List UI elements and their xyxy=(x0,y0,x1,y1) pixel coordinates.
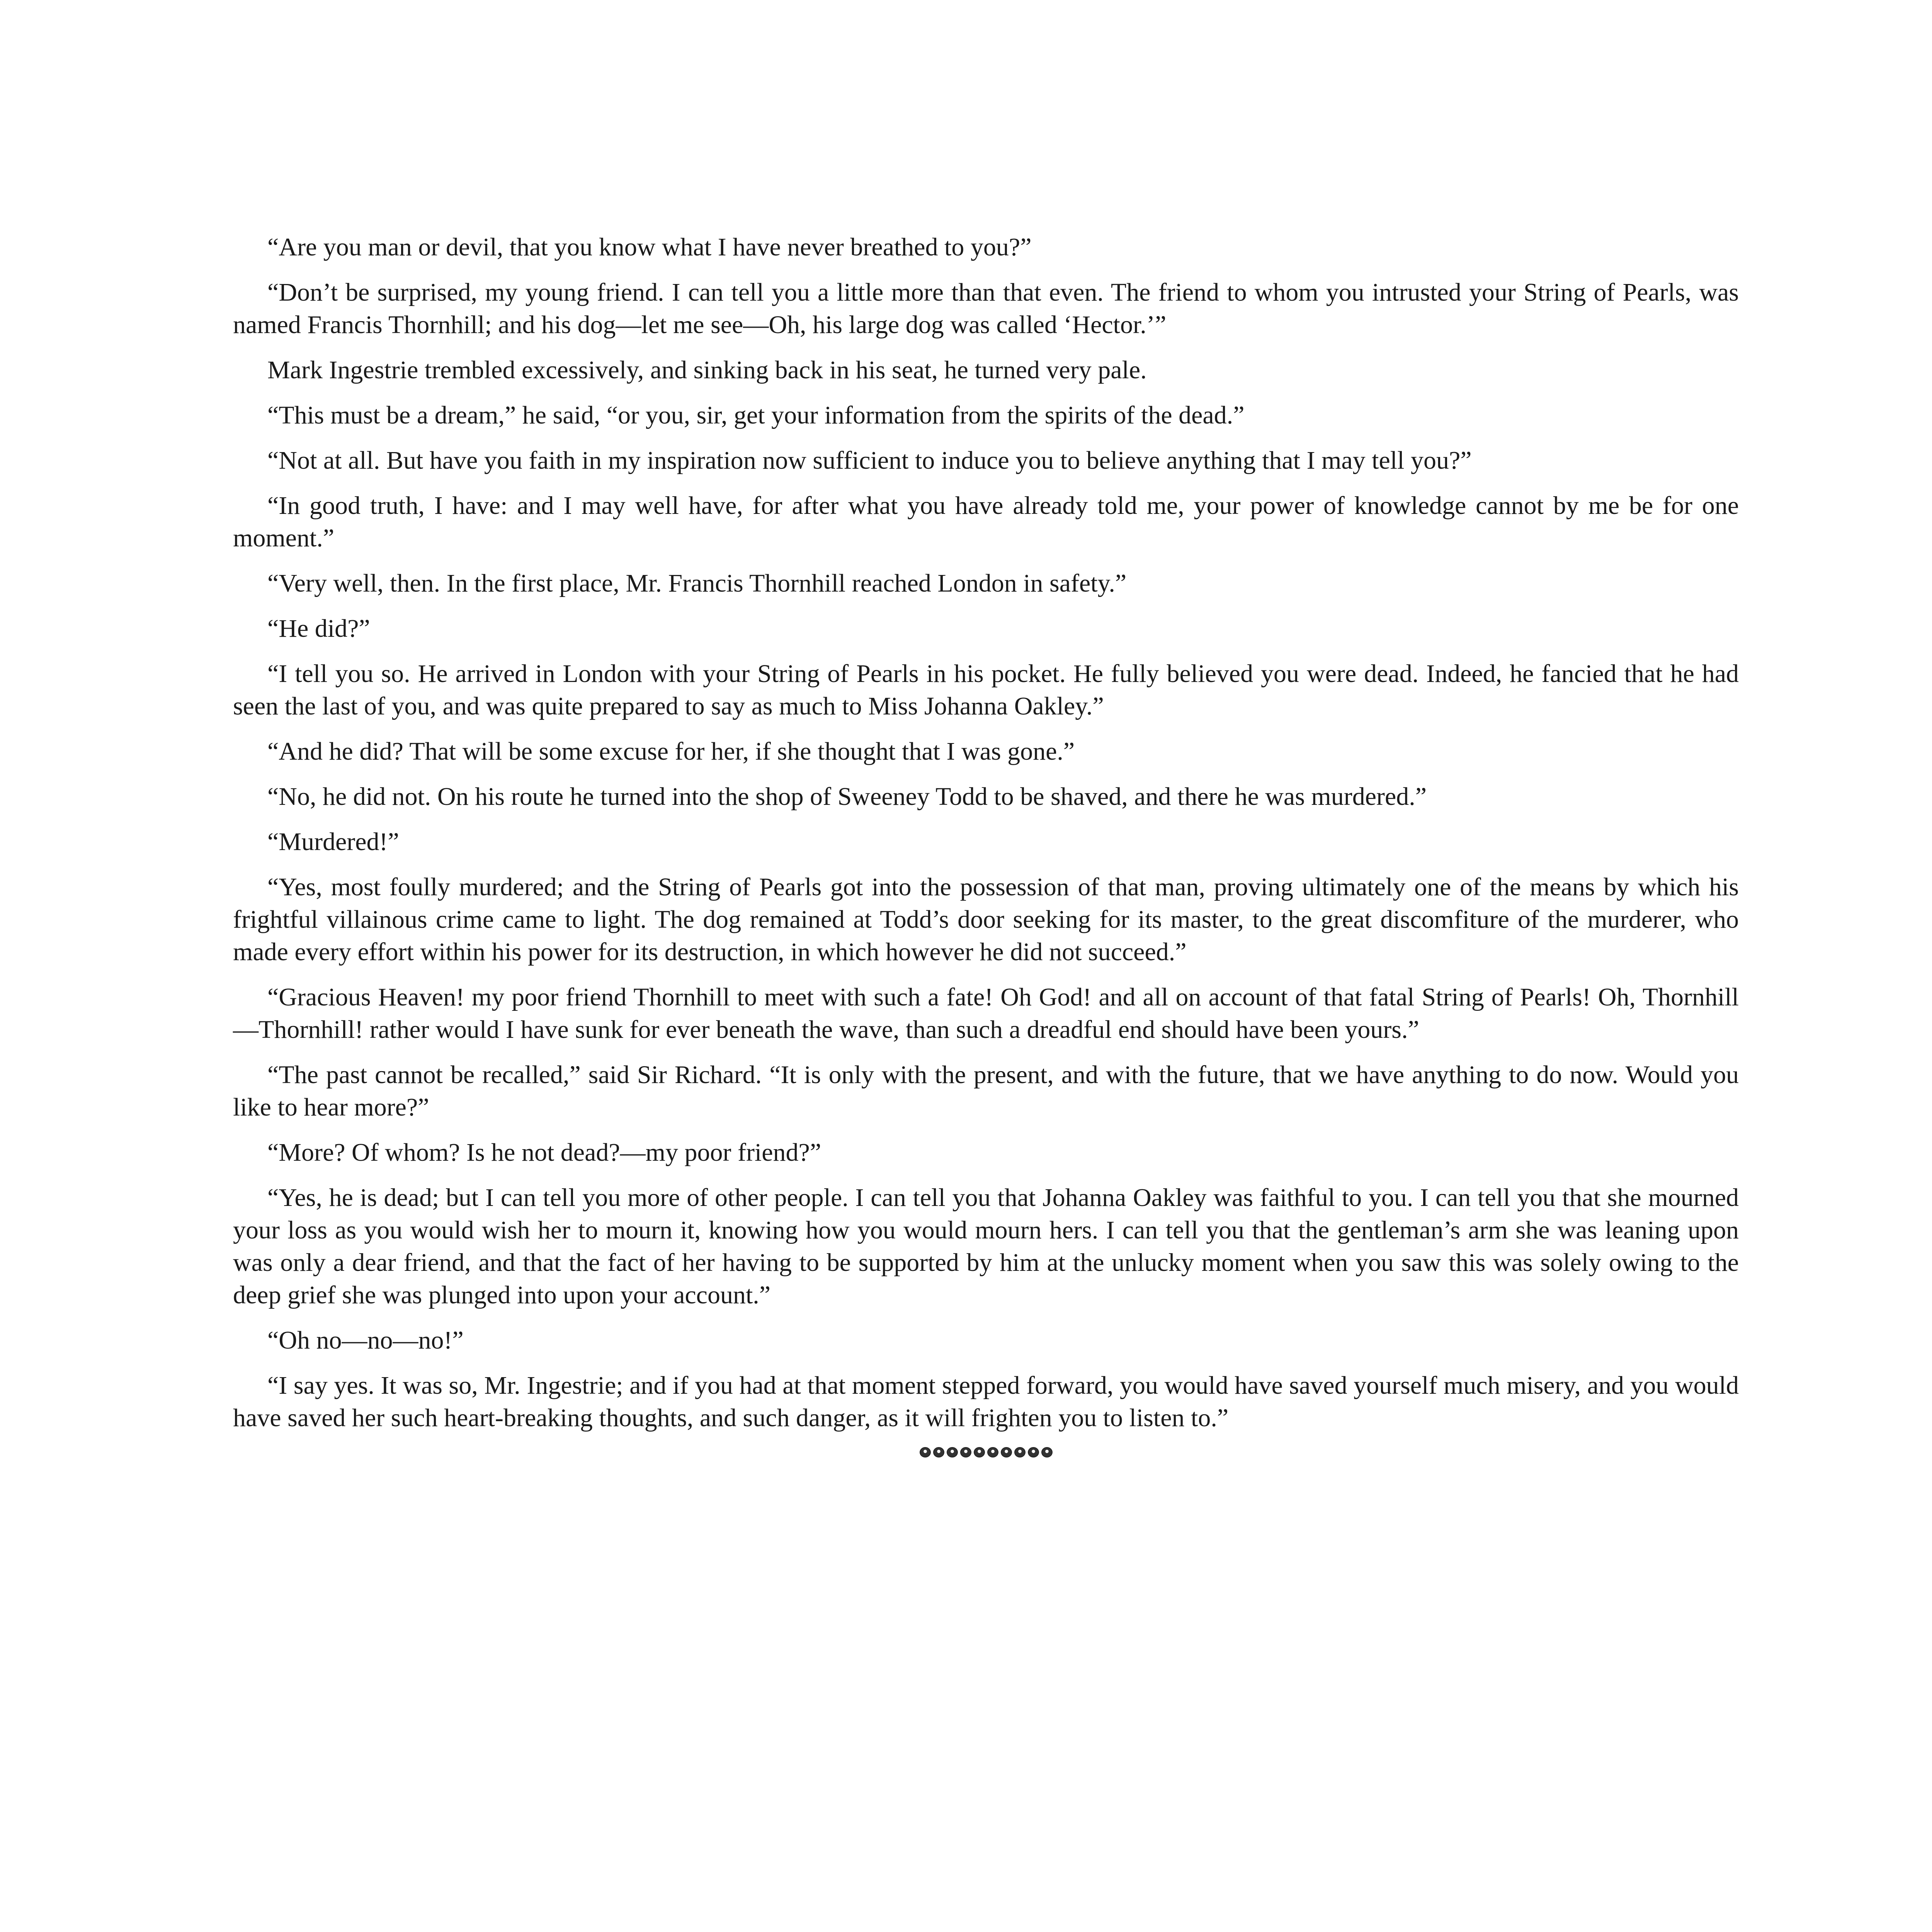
book-page-text xyxy=(233,231,1739,1458)
section-break-ornament-icon xyxy=(974,1447,985,1458)
paragraph: “Don’t be surprised, my young friend. I can tell you a little more than that even. The friend to whom you intrusted your String of Pearls, was named Francis Thornhill; and his dog—let me see—Oh, his large dog was called ‘Hector.’” xyxy=(233,278,1739,339)
paragraph: “I tell you so. He arrived in London with your String of Pearls in his pocket. He fully believed you were dead. Indeed, he fancied that he had seen the last of you, and was quite prepared to say as much to Miss Johanna Oakley.” xyxy=(233,660,1739,720)
section-break-ornament-icon xyxy=(1041,1447,1053,1458)
paragraph: “I say yes. It was so, Mr. Ingestrie; and if you had at that moment stepped forward, you would have saved yourself much misery, and you would have saved her such heart-breaking thoughts, and such danger, as it will frighten you to listen to.” xyxy=(233,1371,1739,1432)
paragraph: “Not at all. But have you faith in my inspiration now sufficient to induce you to believe anything that I may tell you?” xyxy=(267,446,1472,474)
paragraph: “More? Of whom? Is he not dead?—my poor friend?” xyxy=(267,1138,821,1167)
paragraph: Mark Ingestrie trembled excessively, and sinking back in his seat, he turned very pale. xyxy=(267,356,1147,384)
paragraph: “Gracious Heaven! my poor friend Thornhill to meet with such a fate! Oh God! and all on account of that fatal String of Pearls! Oh, Thornhill—Thornhill! rather would I have sunk for ever beneath the wave, than such a dreadful end should have been yours.” xyxy=(233,983,1739,1044)
section-break-ornament-icon xyxy=(1001,1447,1012,1458)
paragraph: “Murdered!” xyxy=(267,828,399,856)
section-break-ornament-icon xyxy=(933,1447,944,1458)
paragraph: “Yes, most foully murdered; and the String of Pearls got into the possession of that man, proving ultimately one of the means by which his frightful villainous crime came to light. The dog remained at Todd’s door seeking for its master, to the great discomfiture of the murderer, who made every effort within his power for its destruction, in which however he did not succeed.” xyxy=(233,873,1739,966)
section-break-ornament-icon xyxy=(947,1447,958,1458)
section-break-ornament-icon xyxy=(1014,1447,1026,1458)
paragraph: “Yes, he is dead; but I can tell you more of other people. I can tell you that Johanna Oakley was faithful to you. I can tell you that she mourned your loss as you would wish her to mourn it, knowing how you would mourn hers. I can tell you that the gentleman’s arm she was leaning upon was only a dear friend, and that the fact of her having to be supported by him at the unlucky moment when you saw this was solely owing to the deep grief she was plunged into upon your account.” xyxy=(233,1184,1739,1309)
paragraph: “No, he did not. On his route he turned into the shop of Sweeney Todd to be shaved, and there he was murdered.” xyxy=(267,782,1427,811)
paragraph: “This must be a dream,” he said, “or you, sir, get your information from the spirits of the dead.” xyxy=(267,401,1245,429)
section-break-ornament-icon xyxy=(1028,1447,1039,1458)
paragraph: “In good truth, I have: and I may well have, for after what you have already told me, your power of knowledge cannot by me be for one moment.” xyxy=(233,492,1739,552)
section-break-ornament-icon xyxy=(920,1447,931,1458)
paragraph: “Are you man or devil, that you know what I have never breathed to you?” xyxy=(267,233,1032,261)
paragraph: “Oh no—no—no!” xyxy=(267,1326,464,1354)
paragraph: “The past cannot be recalled,” said Sir Richard. “It is only with the present, and with the future, that we have anything to do now. Would you like to hear more?” xyxy=(233,1061,1739,1121)
paragraph: “And he did? That will be some excuse for her, if she thought that I was gone.” xyxy=(267,737,1075,765)
paragraph: “Very well, then. In the first place, Mr. Francis Thornhill reached London in safety.” xyxy=(267,569,1127,597)
paragraph: “He did?” xyxy=(267,614,370,643)
section-break-ornament-icon xyxy=(987,1447,998,1458)
section-break-ornament-icon xyxy=(960,1447,971,1458)
section-break-ornament xyxy=(233,1447,1739,1458)
